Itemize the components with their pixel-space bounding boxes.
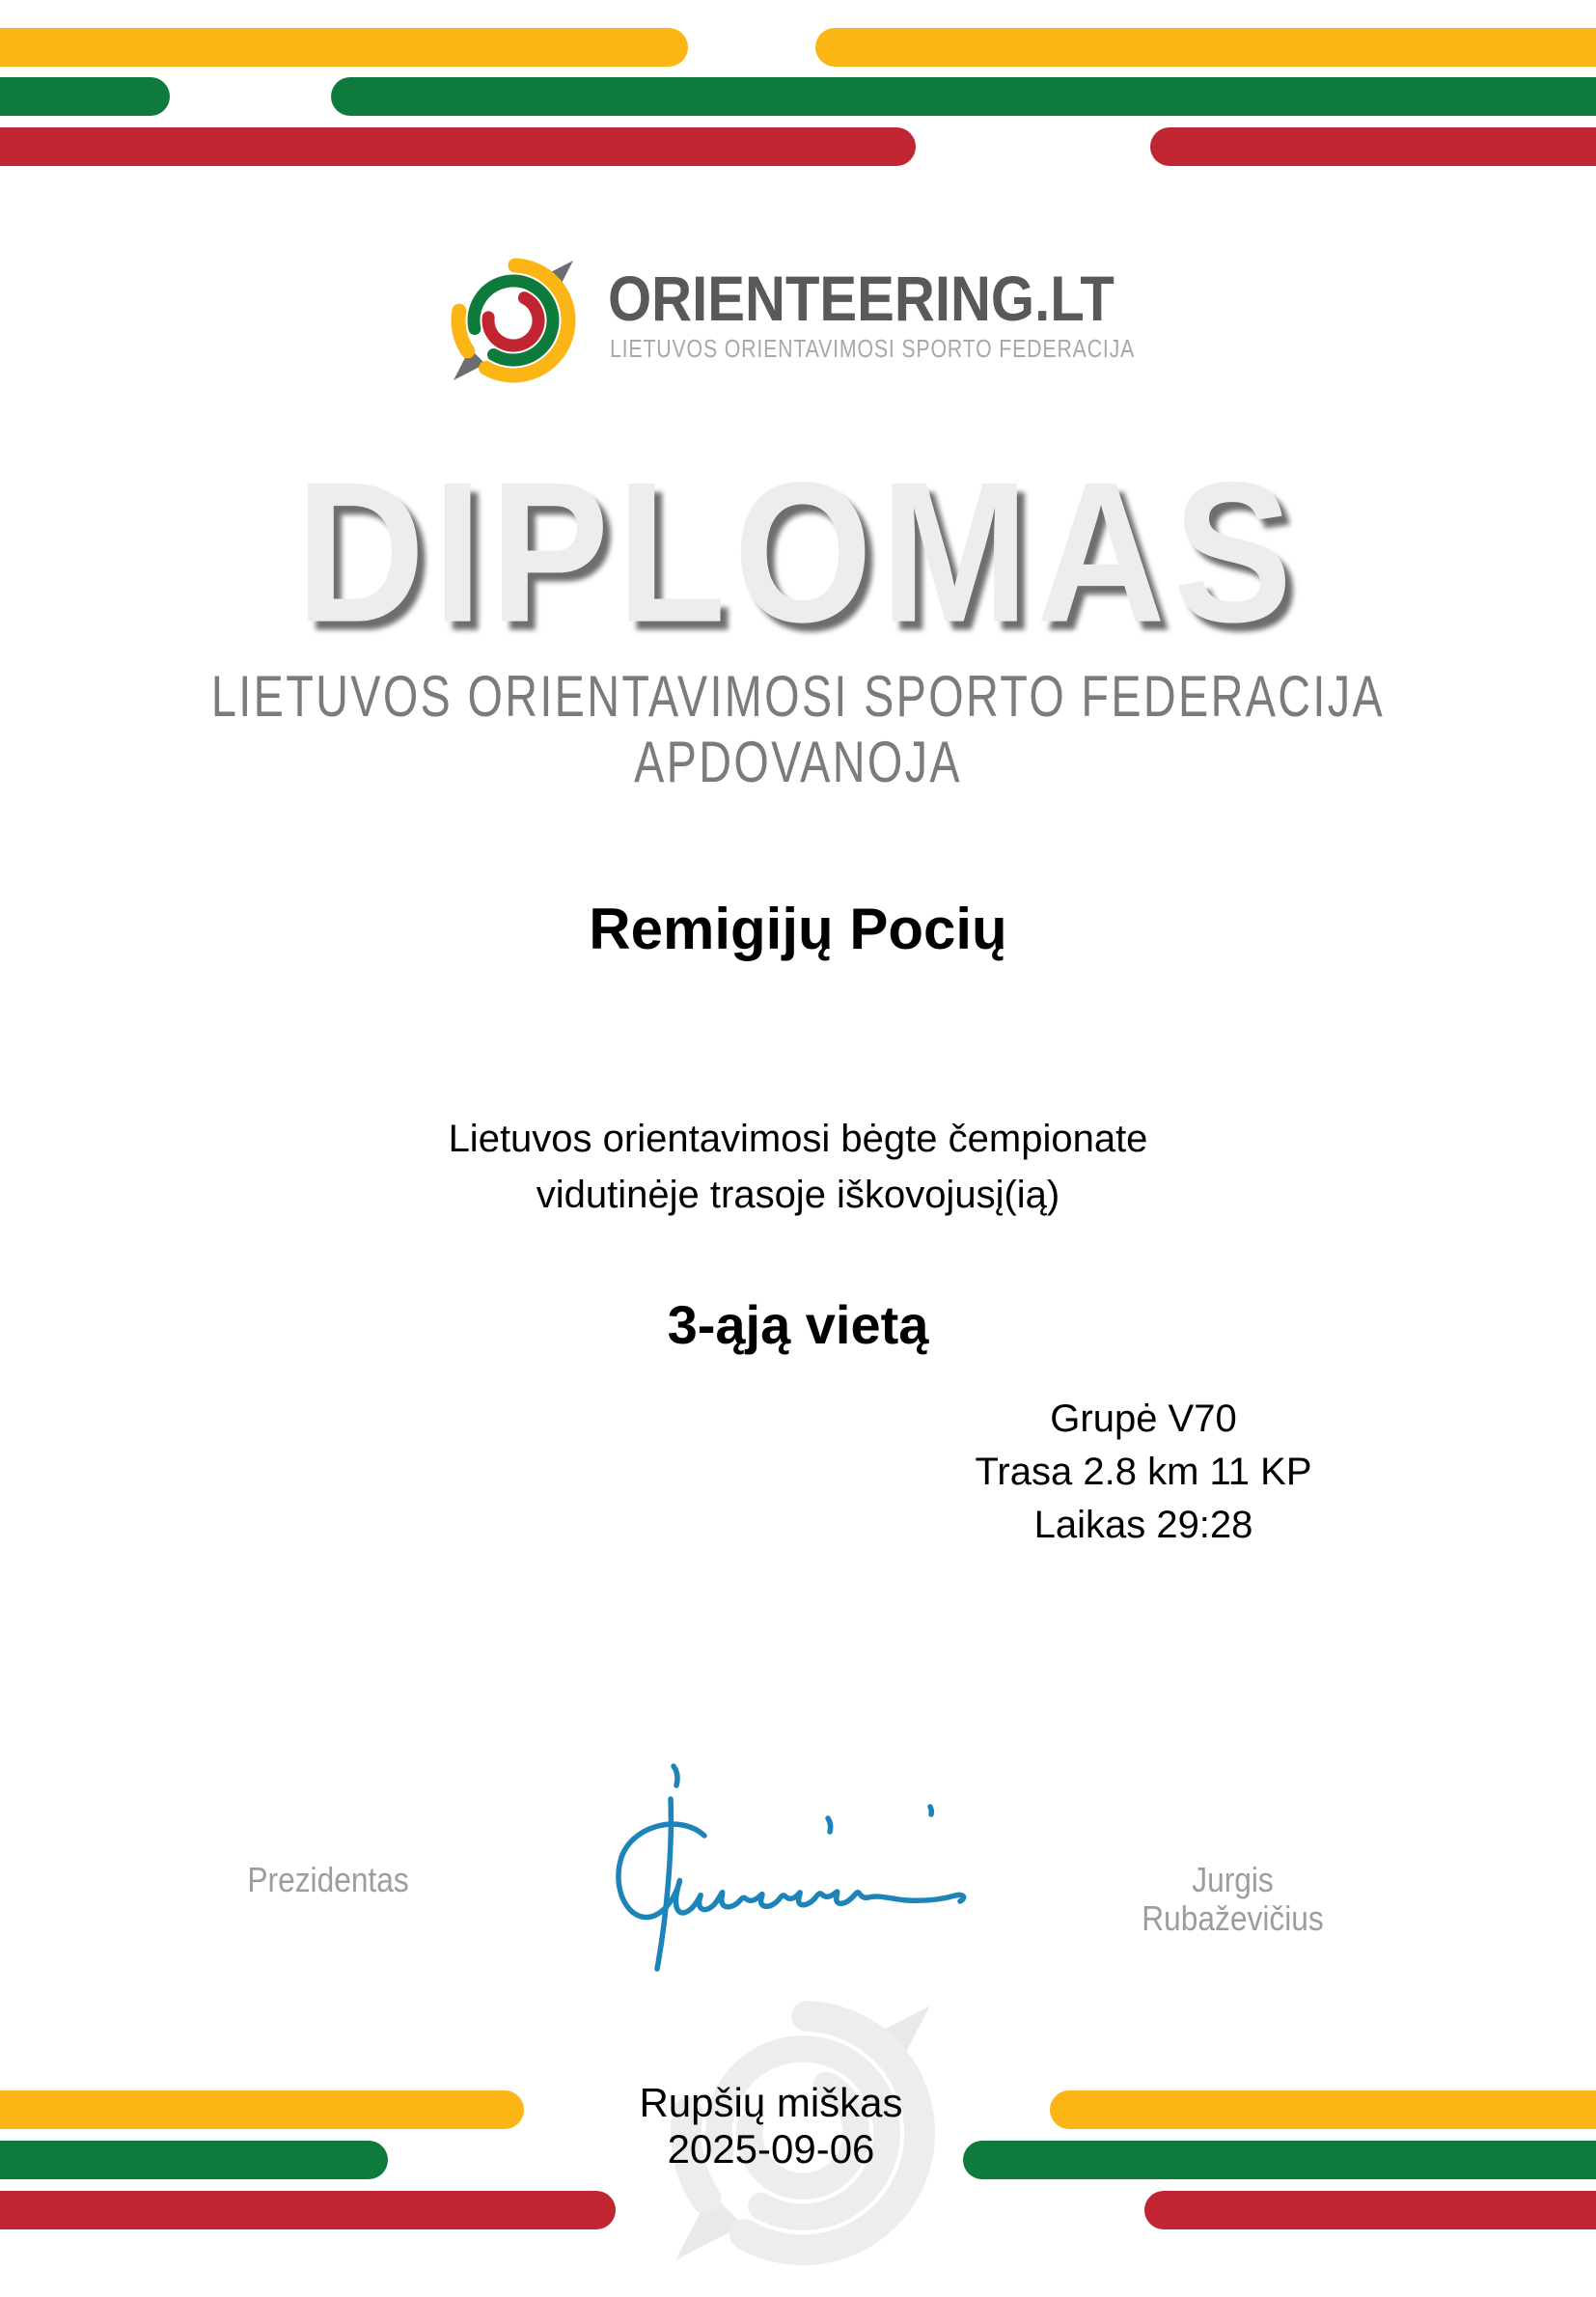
top-stripe-green-left — [0, 77, 170, 116]
result-time: Laikas 29:28 — [1033, 1504, 1253, 1546]
result-course: Trasa 2.8 km 11 KP — [975, 1451, 1312, 1493]
recipient-name: Remigijų Pocių — [589, 897, 1007, 961]
event-date: 2025-09-06 — [667, 2126, 875, 2172]
awards-line: APDOVANOJA — [634, 730, 962, 794]
federation-line: LIETUVOS ORIENTAVIMOSI SPORTO FEDERACIJA — [210, 664, 1386, 729]
bottom-stripe-red-right — [1144, 2191, 1596, 2229]
president-name: Jurgis Rubaževičius — [1142, 1860, 1324, 1938]
top-stripe-yellow-right — [815, 28, 1596, 67]
top-stripe-yellow-left — [0, 28, 688, 67]
event-description-line2: vidutinėje trasoje iškovojusį(ią) — [536, 1174, 1060, 1216]
signature-scribble — [598, 1747, 984, 1979]
logo-wordmark: ORIENTEERING.LT — [608, 263, 1114, 334]
president-label: Prezidentas — [247, 1860, 409, 1899]
result-group: Grupė V70 — [1050, 1398, 1237, 1440]
logo-subtitle: LIETUVOS ORIENTAVIMOSI SPORTO FEDERACIJA — [610, 334, 1136, 363]
compass-logo-icon — [436, 243, 591, 398]
event-description-line1: Lietuvos orientavimosi bėgte čempionate — [448, 1118, 1148, 1160]
top-stripe-red-right — [1150, 127, 1596, 166]
result-details — [926, 1393, 1361, 1552]
event-location: Rupšių miškas — [639, 2080, 903, 2125]
top-stripe-green-right — [331, 77, 1596, 116]
top-stripe-red-left — [0, 127, 916, 166]
diploma-title: DIPLOMAS — [295, 441, 1301, 665]
awarded-place: 3-ąją vietą — [667, 1294, 929, 1355]
bottom-stripe-red-left — [0, 2191, 616, 2229]
